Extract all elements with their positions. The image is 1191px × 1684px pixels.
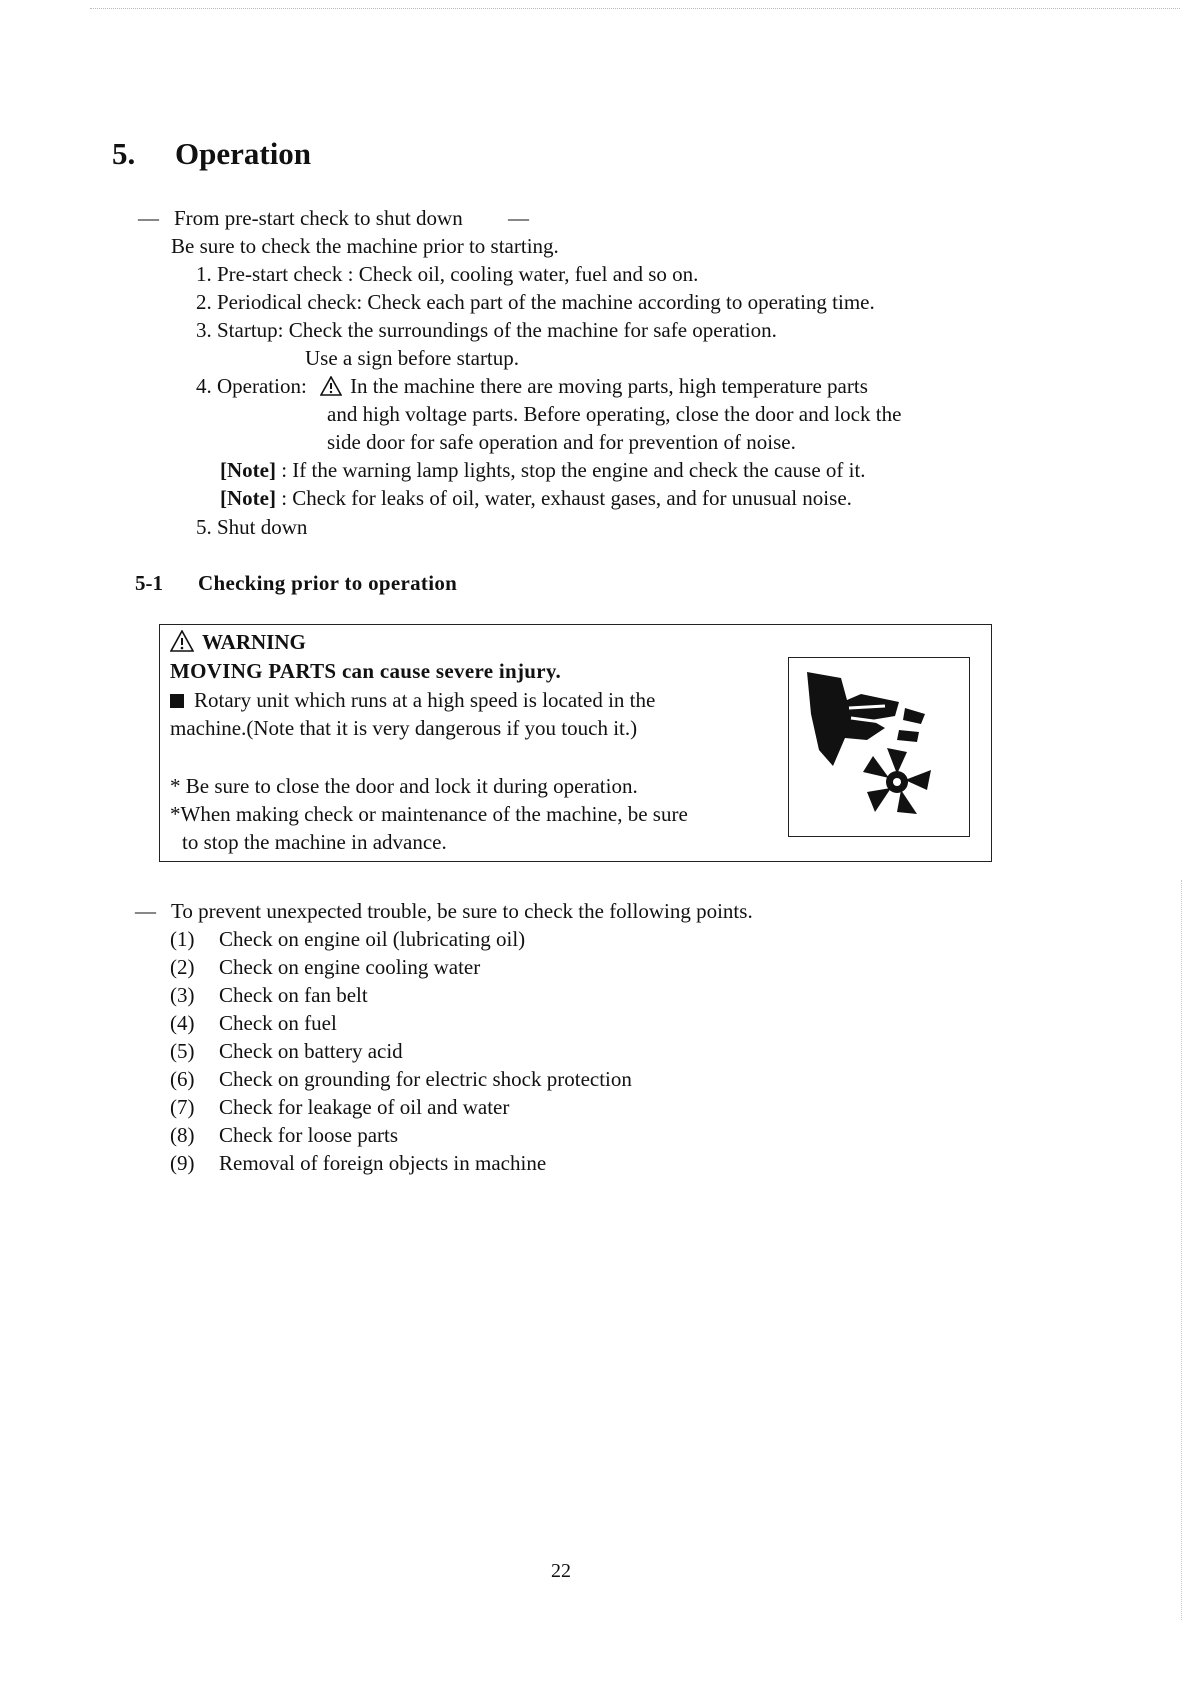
step-3-continued: Use a sign before startup. xyxy=(305,346,520,370)
check-num-9: (9) xyxy=(170,1151,195,1175)
check-text-4: Check on fuel xyxy=(219,1011,337,1035)
page-number: 22 xyxy=(551,1560,571,1582)
check-text-2: Check on engine cooling water xyxy=(219,955,481,979)
step-4-line-3: side door for safe operation and for prevention of noise. xyxy=(327,430,796,454)
check-num-1: (1) xyxy=(170,927,195,951)
warning-title: WARNING xyxy=(202,630,306,654)
intro-lead: Be sure to check the machine prior to starting. xyxy=(171,234,559,258)
check-num-3: (3) xyxy=(170,983,195,1007)
check-num-7: (7) xyxy=(170,1095,195,1119)
note-2-text: : Check for leaks of oil, water, exhaust gases, and for unusual noise. xyxy=(281,486,852,510)
check-num-8: (8) xyxy=(170,1123,195,1147)
bullet-square-icon xyxy=(170,694,184,708)
step-2: 2. Periodical check: Check each part of the machine according to operating time. xyxy=(196,290,875,314)
check-text-9: Removal of foreign objects in machine xyxy=(219,1151,547,1175)
check-num-5: (5) xyxy=(170,1039,195,1063)
hand-entanglement-fan-icon xyxy=(788,657,970,837)
warning-line-1-row xyxy=(170,686,655,714)
warning-line-5: to stop the machine in advance. xyxy=(182,830,447,854)
check-text-7: Check for leakage of oil and water xyxy=(219,1095,510,1119)
check-text-5: Check on battery acid xyxy=(219,1039,403,1063)
step-4-text: In the machine there are moving parts, high temperature parts xyxy=(350,374,868,398)
section-title: Operation xyxy=(175,136,312,171)
note-1-text: : If the warning lamp lights, stop the engine and check the cause of it. xyxy=(281,458,866,482)
check-intro-dash: — xyxy=(135,899,156,923)
section-number: 5. xyxy=(112,136,136,171)
intro-heading: From pre-start check to shut down xyxy=(174,206,463,230)
check-text-3: Check on fan belt xyxy=(219,983,368,1007)
note-1-label: [Note] xyxy=(220,458,276,482)
warning-line-4: *When making check or maintenance of the machine, be sure xyxy=(170,802,688,826)
subsection-number: 5-1 xyxy=(135,571,163,595)
warning-line-3: * Be sure to close the door and lock it during operation. xyxy=(170,774,638,798)
step-4 xyxy=(196,372,868,400)
subsection-title: Checking prior to operation xyxy=(198,571,458,595)
check-text-8: Check for loose parts xyxy=(219,1123,399,1147)
step-5: 5. Shut down xyxy=(196,515,308,539)
scan-right-edge xyxy=(1181,880,1182,1620)
check-intro-text: To prevent unexpected trouble, be sure to check the following points. xyxy=(171,899,753,923)
note-2 xyxy=(220,484,852,512)
step-1: 1. Pre-start check : Check oil, cooling water, fuel and so on. xyxy=(196,262,699,286)
check-text-1: Check on engine oil (lubricating oil) xyxy=(219,927,526,951)
scan-top-edge xyxy=(90,8,1180,9)
intro-dash-close: — xyxy=(508,206,529,230)
check-num-2: (2) xyxy=(170,955,195,979)
note-1 xyxy=(220,456,866,484)
step-4-line-2: and high voltage parts. Before operating, close the door and lock the xyxy=(327,402,902,426)
warning-headline: MOVING PARTS can cause severe injury. xyxy=(170,659,562,683)
caution-triangle-icon xyxy=(320,376,342,396)
warning-line-1: Rotary unit which runs at a high speed is located in the xyxy=(194,688,656,712)
check-text-6: Check on grounding for electric shock protection xyxy=(219,1067,632,1091)
check-num-6: (6) xyxy=(170,1067,195,1091)
step-4-label: 4. Operation: xyxy=(196,374,307,398)
intro-dash-open: — xyxy=(138,206,159,230)
warning-triangle-icon xyxy=(170,630,194,652)
step-3: 3. Startup: Check the surroundings of the machine for safe operation. xyxy=(196,318,777,342)
check-num-4: (4) xyxy=(170,1011,195,1035)
warning-title-row xyxy=(170,628,306,656)
note-2-label: [Note] xyxy=(220,486,276,510)
warning-line-2: machine.(Note that it is very dangerous if you touch it.) xyxy=(170,716,638,740)
